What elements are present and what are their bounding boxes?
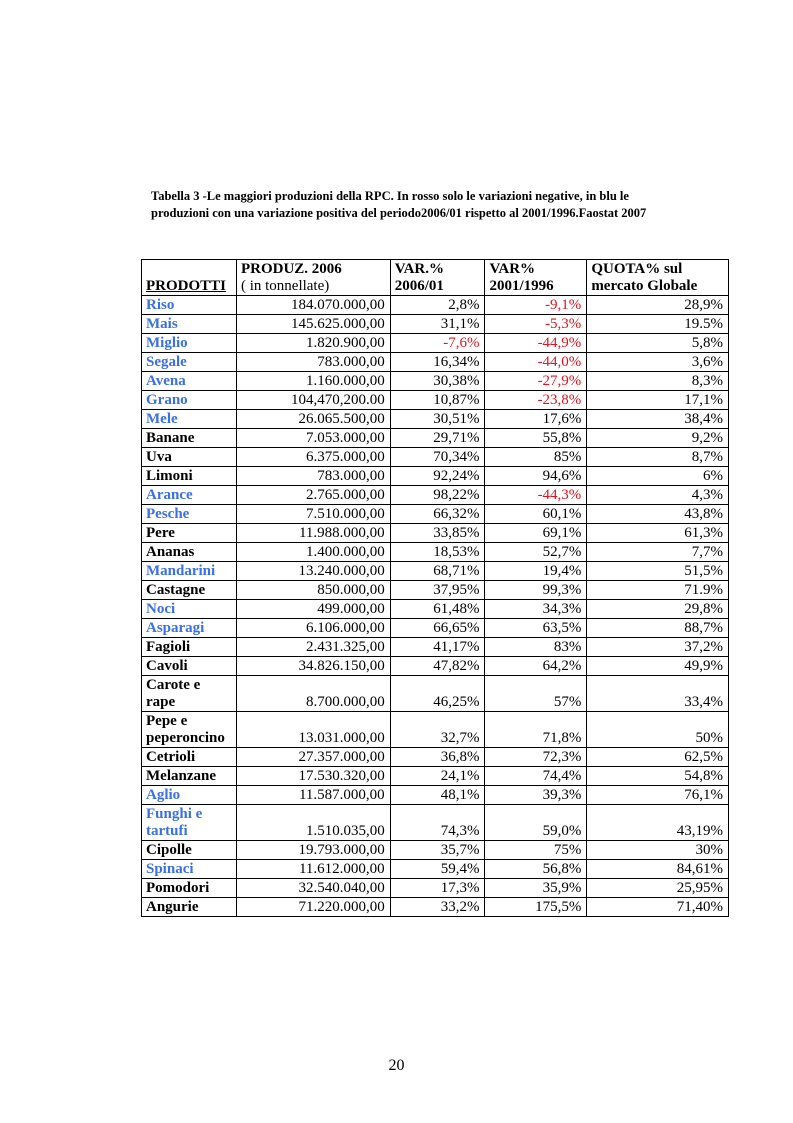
product-name: Fagioli (142, 638, 237, 657)
product-name: Cavoli (142, 657, 237, 676)
global-market-share: 49,9% (587, 657, 729, 676)
variation-2006-01: 47,82% (390, 657, 485, 676)
global-market-share: 7,7% (587, 543, 729, 562)
table-header-row (142, 260, 729, 296)
table-row (142, 410, 729, 429)
caption-line-1: Tabella 3 -Le maggiori produzioni della RPC. In rosso solo le variazioni negative, in blu le (151, 189, 629, 203)
variation-2006-01: 29,71% (390, 429, 485, 448)
production-value: 26.065.500,00 (236, 410, 390, 429)
product-name: Asparagi (142, 619, 237, 638)
global-market-share: 62,5% (587, 748, 729, 767)
product-name: Arance (142, 486, 237, 505)
product-name: Spinaci (142, 860, 237, 879)
global-market-share: 8,7% (587, 448, 729, 467)
variation-2001-1996: 85% (485, 448, 587, 467)
product-name: Mandarini (142, 562, 237, 581)
production-value: 11.587.000,00 (236, 786, 390, 805)
global-market-share: 29,8% (587, 600, 729, 619)
product-name: Cipolle (142, 841, 237, 860)
product-name: Uva (142, 448, 237, 467)
variation-2006-01: 61,48% (390, 600, 485, 619)
variation-2006-01: 24,1% (390, 767, 485, 786)
variation-2006-01: 18,53% (390, 543, 485, 562)
production-value: 850.000,00 (236, 581, 390, 600)
variation-2001-1996: 52,7% (485, 543, 587, 562)
table-row (142, 879, 729, 898)
variation-2001-1996: 59,0% (485, 805, 587, 841)
global-market-share: 43,8% (587, 505, 729, 524)
table-row (142, 315, 729, 334)
production-value: 27.357.000,00 (236, 748, 390, 767)
table-row (142, 805, 729, 841)
production-value: 32.540.040,00 (236, 879, 390, 898)
global-market-share: 9,2% (587, 429, 729, 448)
variation-2001-1996: 35,9% (485, 879, 587, 898)
product-name: Pepe e peperoncino (142, 712, 237, 748)
global-market-share: 33,4% (587, 676, 729, 712)
variation-2001-1996: 75% (485, 841, 587, 860)
table-row (142, 748, 729, 767)
global-market-share: 43,19% (587, 805, 729, 841)
variation-2006-01: 74,3% (390, 805, 485, 841)
production-value: 19.793.000,00 (236, 841, 390, 860)
variation-2006-01: 31,1% (390, 315, 485, 334)
production-value: 11.988.000,00 (236, 524, 390, 543)
table-row (142, 676, 729, 712)
product-name: Banane (142, 429, 237, 448)
production-value: 17.530.320,00 (236, 767, 390, 786)
production-value: 1.510.035,00 (236, 805, 390, 841)
variation-2001-1996: 57% (485, 676, 587, 712)
variation-2006-01: 66,32% (390, 505, 485, 524)
global-market-share: 6% (587, 467, 729, 486)
production-value: 104,470,200.00 (236, 391, 390, 410)
variation-2001-1996: 34,3% (485, 600, 587, 619)
variation-2001-1996: 39,3% (485, 786, 587, 805)
product-name: Pesche (142, 505, 237, 524)
table-row (142, 505, 729, 524)
global-market-share: 25,95% (587, 879, 729, 898)
global-market-share: 76,1% (587, 786, 729, 805)
variation-2006-01: 17,3% (390, 879, 485, 898)
product-name: Carote e rape (142, 676, 237, 712)
variation-2006-01: 35,7% (390, 841, 485, 860)
header-prodotti: PRODOTTI (142, 260, 237, 296)
table-row (142, 562, 729, 581)
table-row (142, 353, 729, 372)
product-name: Funghi e tartufi (142, 805, 237, 841)
global-market-share: 19.5% (587, 315, 729, 334)
variation-2001-1996: 64,2% (485, 657, 587, 676)
production-value: 8.700.000,00 (236, 676, 390, 712)
variation-2001-1996: 74,4% (485, 767, 587, 786)
production-value: 783.000,00 (236, 353, 390, 372)
product-name: Melanzane (142, 767, 237, 786)
table-row (142, 712, 729, 748)
variation-2001-1996: 17,6% (485, 410, 587, 429)
variation-2001-1996: 99,3% (485, 581, 587, 600)
production-value: 6.375.000,00 (236, 448, 390, 467)
table-row (142, 600, 729, 619)
global-market-share: 38,4% (587, 410, 729, 429)
production-value: 2.765.000,00 (236, 486, 390, 505)
table-row (142, 524, 729, 543)
table-row (142, 467, 729, 486)
header-produzione: PRODUZ. 2006 ( in tonnellate) (236, 260, 390, 296)
header-var-2006-01: VAR.% 2006/01 (390, 260, 485, 296)
variation-2001-1996: -44,9% (485, 334, 587, 353)
product-name: Aglio (142, 786, 237, 805)
variation-2001-1996: 60,1% (485, 505, 587, 524)
production-value: 2.431.325,00 (236, 638, 390, 657)
production-value: 7.053.000,00 (236, 429, 390, 448)
variation-2006-01: 37,95% (390, 581, 485, 600)
production-value: 1.400.000,00 (236, 543, 390, 562)
product-name: Avena (142, 372, 237, 391)
product-name: Noci (142, 600, 237, 619)
table-row (142, 581, 729, 600)
variation-2006-01: 30,38% (390, 372, 485, 391)
global-market-share: 51,5% (587, 562, 729, 581)
global-market-share: 28,9% (587, 296, 729, 315)
product-name: Ananas (142, 543, 237, 562)
variation-2001-1996: 63,5% (485, 619, 587, 638)
variation-2001-1996: 94,6% (485, 467, 587, 486)
header-var-2001-1996: VAR% 2001/1996 (485, 260, 587, 296)
variation-2001-1996: 83% (485, 638, 587, 657)
caption-line-2: produzioni con una variazione positiva del periodo2006/01 rispetto al 2001/1996.Faostat 2007 (151, 206, 647, 220)
table-row (142, 448, 729, 467)
variation-2006-01: 33,85% (390, 524, 485, 543)
table-row (142, 296, 729, 315)
production-value: 1.820.900,00 (236, 334, 390, 353)
production-value: 13.031.000,00 (236, 712, 390, 748)
production-value: 6.106.000,00 (236, 619, 390, 638)
product-name: Grano (142, 391, 237, 410)
product-name: Pomodori (142, 879, 237, 898)
variation-2006-01: -7,6% (390, 334, 485, 353)
global-market-share: 3,6% (587, 353, 729, 372)
header-quota: QUOTA% sul mercato Globale (587, 260, 729, 296)
global-market-share: 17,1% (587, 391, 729, 410)
variation-2006-01: 2,8% (390, 296, 485, 315)
variation-2006-01: 32,7% (390, 712, 485, 748)
variation-2001-1996: 55,8% (485, 429, 587, 448)
variation-2001-1996: -9,1% (485, 296, 587, 315)
variation-2001-1996: -44,0% (485, 353, 587, 372)
variation-2001-1996: 72,3% (485, 748, 587, 767)
global-market-share: 30% (587, 841, 729, 860)
table-row (142, 429, 729, 448)
page-number: 20 (388, 1057, 405, 1074)
product-name: Segale (142, 353, 237, 372)
table-row (142, 486, 729, 505)
variation-2001-1996: -27,9% (485, 372, 587, 391)
table-row (142, 657, 729, 676)
variation-2001-1996: 56,8% (485, 860, 587, 879)
variation-2006-01: 16,34% (390, 353, 485, 372)
production-value: 184.070.000,00 (236, 296, 390, 315)
production-value: 11.612.000,00 (236, 860, 390, 879)
variation-2001-1996: 69,1% (485, 524, 587, 543)
variation-2006-01: 48,1% (390, 786, 485, 805)
production-value: 34.826.150,00 (236, 657, 390, 676)
global-market-share: 88,7% (587, 619, 729, 638)
variation-2006-01: 30,51% (390, 410, 485, 429)
product-name: Riso (142, 296, 237, 315)
product-name: Cetrioli (142, 748, 237, 767)
global-market-share: 71,40% (587, 898, 729, 917)
variation-2006-01: 33,2% (390, 898, 485, 917)
global-market-share: 8,3% (587, 372, 729, 391)
variation-2006-01: 59,4% (390, 860, 485, 879)
variation-2006-01: 10,87% (390, 391, 485, 410)
production-value: 13.240.000,00 (236, 562, 390, 581)
product-name: Miglio (142, 334, 237, 353)
global-market-share: 4,3% (587, 486, 729, 505)
variation-2006-01: 92,24% (390, 467, 485, 486)
production-value: 783.000,00 (236, 467, 390, 486)
variation-2006-01: 70,34% (390, 448, 485, 467)
table-row (142, 898, 729, 917)
product-name: Mele (142, 410, 237, 429)
variation-2001-1996: -5,3% (485, 315, 587, 334)
global-market-share: 84,61% (587, 860, 729, 879)
production-value: 71.220.000,00 (236, 898, 390, 917)
table-row (142, 543, 729, 562)
table-row (142, 767, 729, 786)
global-market-share: 54,8% (587, 767, 729, 786)
table-row (142, 372, 729, 391)
global-market-share: 5,8% (587, 334, 729, 353)
table-row (142, 619, 729, 638)
variation-2001-1996: 71,8% (485, 712, 587, 748)
table-row (142, 334, 729, 353)
table-row (142, 391, 729, 410)
variation-2001-1996: 19,4% (485, 562, 587, 581)
variation-2001-1996: -23,8% (485, 391, 587, 410)
production-value: 145.625.000,00 (236, 315, 390, 334)
production-value: 499.000,00 (236, 600, 390, 619)
variation-2001-1996: -44,3% (485, 486, 587, 505)
production-table (141, 259, 729, 917)
production-value: 7.510.000,00 (236, 505, 390, 524)
table-row (142, 860, 729, 879)
variation-2006-01: 46,25% (390, 676, 485, 712)
product-name: Pere (142, 524, 237, 543)
variation-2001-1996: 175,5% (485, 898, 587, 917)
product-name: Castagne (142, 581, 237, 600)
product-name: Mais (142, 315, 237, 334)
product-name: Limoni (142, 467, 237, 486)
global-market-share: 61,3% (587, 524, 729, 543)
product-name: Angurie (142, 898, 237, 917)
table-caption (151, 188, 711, 222)
variation-2006-01: 36,8% (390, 748, 485, 767)
global-market-share: 37,2% (587, 638, 729, 657)
table-row (142, 638, 729, 657)
variation-2006-01: 66,65% (390, 619, 485, 638)
global-market-share: 71.9% (587, 581, 729, 600)
production-value: 1.160.000,00 (236, 372, 390, 391)
global-market-share: 50% (587, 712, 729, 748)
table-row (142, 786, 729, 805)
variation-2006-01: 68,71% (390, 562, 485, 581)
variation-2006-01: 41,17% (390, 638, 485, 657)
variation-2006-01: 98,22% (390, 486, 485, 505)
table-row (142, 841, 729, 860)
